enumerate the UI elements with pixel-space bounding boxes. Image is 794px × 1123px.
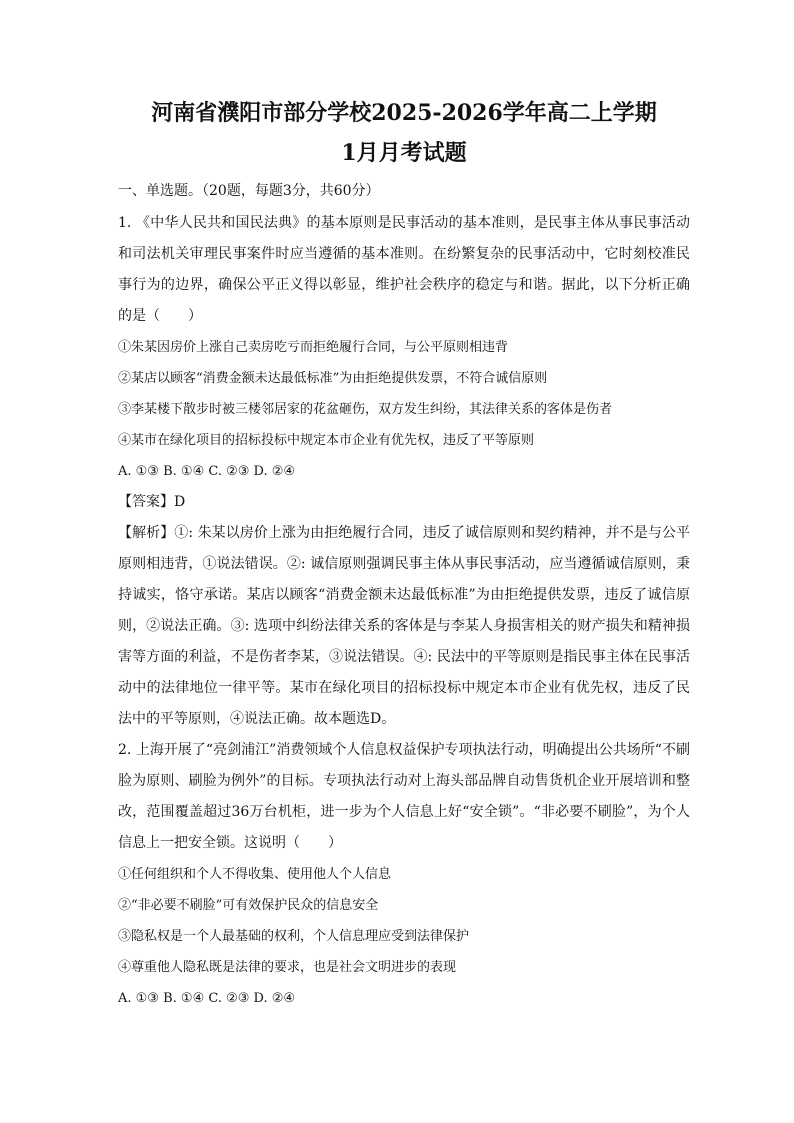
question-1-analysis: 【解析】①: 朱某以房价上涨为由拒绝履行合同，违反了诚信原则和契约精神，并不是与公平原则相违背，①说法错误。②: 诚信原则强调民事主体从事民事活动，应当遵循诚信原则，秉持诚实，恪守承诺。某店以顾客“消费金额未达最低标准”为由拒绝提供发票，违反了诚信原则，②说法正确。③: 选项中纠纷法律关系的客体是与李某人身损害相关的财产损失和精神损害等方面的利益，不是伤者李某，③说法错误。④: 民法中的平等原则是指民事主体在民事活动中的法律地位一律平等。某市在绿化项目的招标投标中规定本市企业有优先权，违反了民法中的平等原则，④说法正确。故本题选D。 <box>118 525 690 727</box>
question-1-answer: 【答案】D <box>118 494 186 510</box>
question-1 <box>118 208 690 735</box>
question-2 <box>118 735 690 1014</box>
question-1-option-3: ③李某楼下散步时被三楼邻居家的花盆砸伤，双方发生纠纷，其法律关系的客体是伤者 <box>118 402 613 417</box>
question-1-stem: 1. 《中华人民共和国民法典》的基本原则是民事活动的基本准则，是民事主体从事民事活动和司法机关审理民事案件时应当遵循的基本准则。在纷繁复杂的民事活动中，它时刻校准民事行为的边界，确保公平正义得以彰显，维护社会秩序的稳定与和谐。据此，以下分析正确的是（ ） <box>118 215 690 324</box>
document-title-line1: 河南省濮阳市部分学校2025-2026学年高二上学期 <box>151 100 657 126</box>
question-2-choices: A. ①③ B. ①④ C. ②③ D. ②④ <box>118 991 296 1006</box>
question-2-stem: 2. 上海开展了“亮剑浦江”消费领域个人信息权益保护专项执法行动，明确提出公共场所“不刷脸为原则、刷脸为例外”的目标。专项执法行动对上海头部品牌自动售货机企业开展培训和整改，范围覆盖超过36万台机柜，进一步为个人信息上好“安全锁”。“非必要不刷脸”，为个人信息上一把安全锁。这说明（ ） <box>118 742 690 851</box>
document-title-line2: 1月月考试题 <box>341 140 467 166</box>
question-2-option-2: ②“非必要不刷脸”可有效保护民众的信息安全 <box>118 898 379 913</box>
section-header: 一、单选题。（20题，每题3分，共60分） <box>118 183 380 199</box>
question-2-option-1: ①任何组织和个人不得收集、使用他人个人信息 <box>118 867 392 882</box>
question-1-option-2: ②某店以顾客“消费金额未达最低标准”为由拒绝提供发票，不符合诚信原则 <box>118 371 548 386</box>
question-1-option-4: ④某市在绿化项目的招标投标中规定本市企业有优先权，违反了平等原则 <box>118 433 535 448</box>
question-2-option-4: ④尊重他人隐私既是法律的要求，也是社会文明进步的表现 <box>118 960 457 975</box>
question-1-choices: A. ①③ B. ①④ C. ②③ D. ②④ <box>118 464 296 479</box>
question-2-option-3: ③隐私权是一个人最基础的权利，个人信息理应受到法律保护 <box>118 929 470 944</box>
question-1-option-1: ①朱某因房价上涨自己卖房吃亏而拒绝履行合同，与公平原则相违背 <box>118 340 509 355</box>
